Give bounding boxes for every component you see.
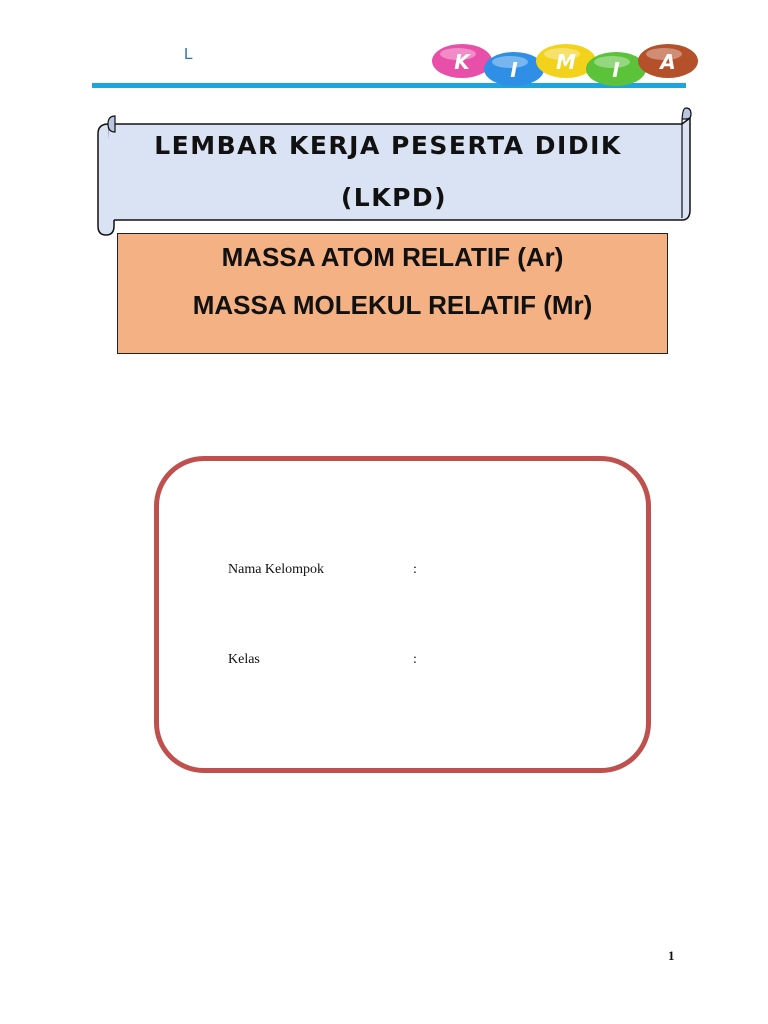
identity-frame xyxy=(154,456,651,773)
logo-ball-i2 xyxy=(586,52,646,86)
topic-title-line1: MASSA ATOM RELATIF (Ar) xyxy=(221,242,564,272)
logo-ball-a xyxy=(638,44,698,78)
logo-ball-i xyxy=(484,52,544,86)
logo-letter-k: K xyxy=(454,50,470,74)
topic-title-box xyxy=(117,233,668,354)
banner-title-line1: LEMBAR KERJA PESERTA DIDIK xyxy=(154,131,622,160)
logo-ball-k xyxy=(432,44,492,78)
banner-title-line2: (LKPD) xyxy=(340,183,448,212)
logo-letter-a: A xyxy=(660,50,676,74)
logo-letter-i: I xyxy=(510,58,518,82)
nama-kelompok-colon: : xyxy=(413,562,417,577)
nama-kelompok-label: Nama Kelompok xyxy=(228,562,325,577)
page-number: 1 xyxy=(668,948,675,963)
kelas-label: Kelas xyxy=(228,652,260,667)
header-mark: L xyxy=(184,46,193,63)
lkpd-scroll-banner xyxy=(94,104,692,238)
kimia-logo xyxy=(430,40,700,92)
topic-title-line2: MASSA MOLEKUL RELATIF (Mr) xyxy=(192,290,593,320)
logo-letter-i2: I xyxy=(612,58,620,82)
kelas-colon: : xyxy=(413,652,417,667)
logo-letter-m: M xyxy=(556,50,576,74)
